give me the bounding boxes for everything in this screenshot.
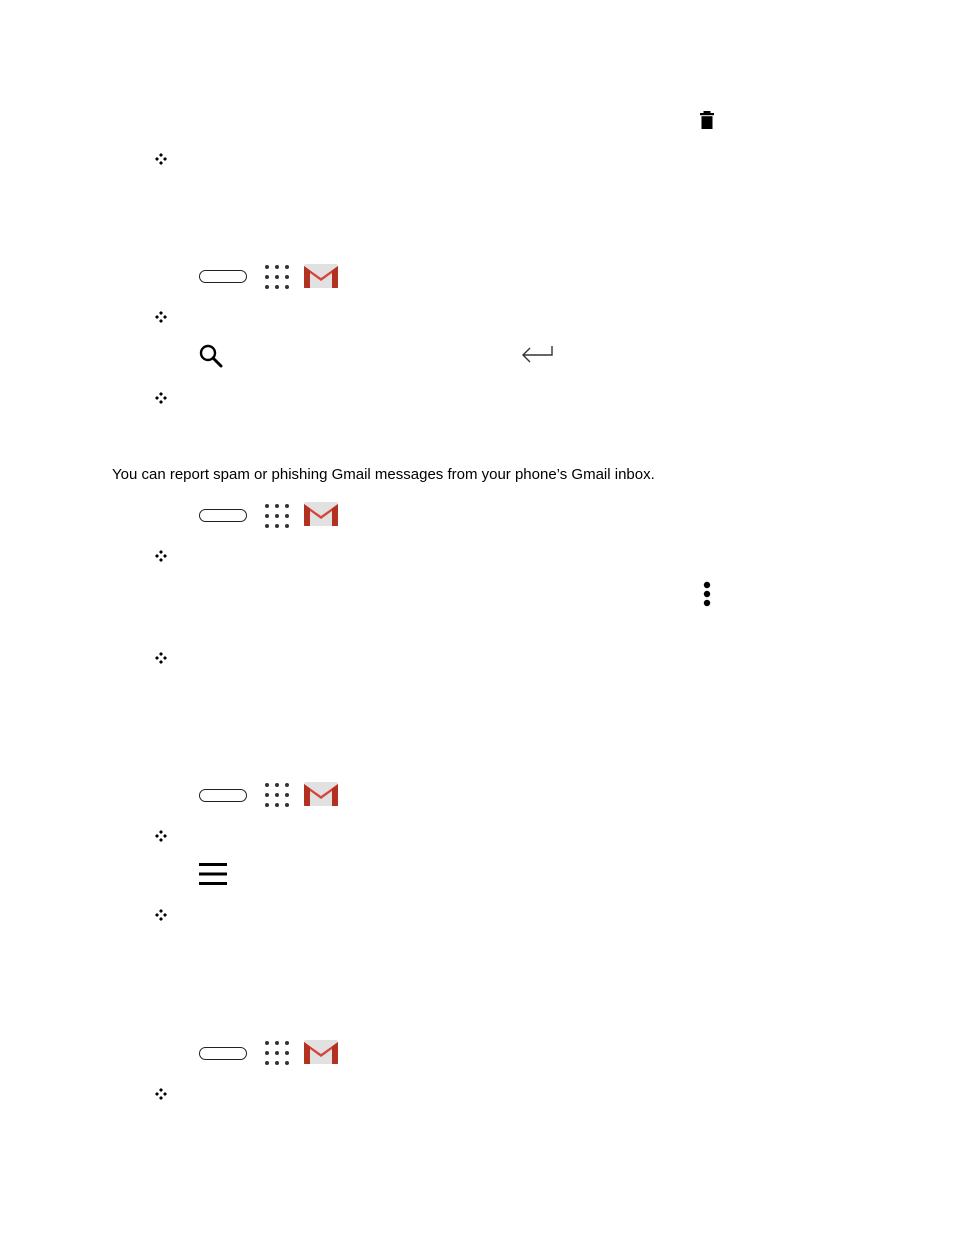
bullet-diamond-icon: [155, 652, 167, 664]
bullet-diamond-icon: [155, 153, 167, 165]
apps-icon: [265, 504, 289, 528]
trash-icon: [699, 111, 715, 129]
menu-icon: [199, 862, 227, 886]
gmail-icon: [304, 262, 338, 288]
apps-icon: [265, 1041, 289, 1065]
bullet-diamond-icon: [155, 1088, 167, 1100]
bullet-diamond-icon: [155, 830, 167, 842]
home-button-icon: [199, 509, 247, 522]
apps-icon: [265, 783, 289, 807]
bullet-diamond-icon: [155, 550, 167, 562]
gmail-icon: [304, 780, 338, 806]
spam-intro-text: You can report spam or phishing Gmail messages from your phone’s Gmail inbox.: [112, 466, 655, 483]
more-options-icon: [702, 581, 712, 607]
gmail-icon: [304, 1038, 338, 1064]
enter-key-icon: [520, 344, 554, 368]
apps-icon: [265, 265, 289, 289]
bullet-diamond-icon: [155, 392, 167, 404]
search-icon: [199, 344, 223, 368]
bullet-diamond-icon: [155, 909, 167, 921]
home-button-icon: [199, 789, 247, 802]
bullet-diamond-icon: [155, 311, 167, 323]
gmail-icon: [304, 500, 338, 526]
home-button-icon: [199, 270, 247, 283]
home-button-icon: [199, 1047, 247, 1060]
